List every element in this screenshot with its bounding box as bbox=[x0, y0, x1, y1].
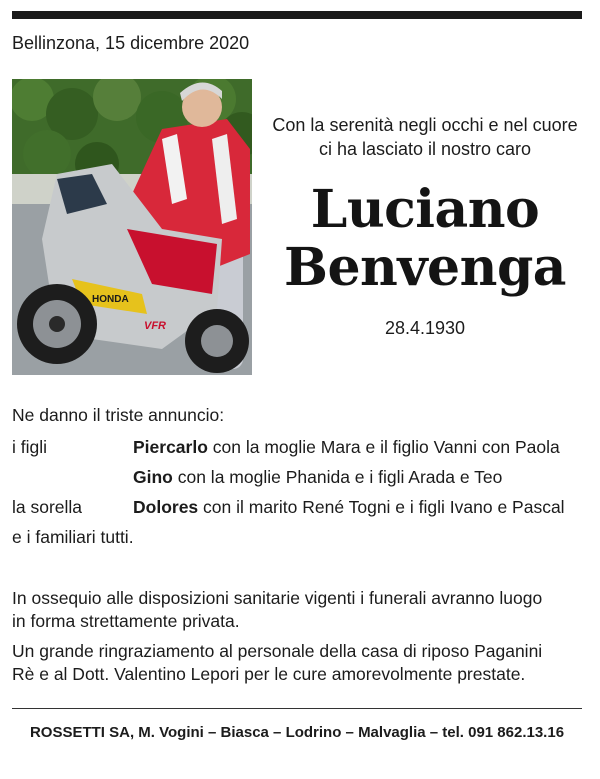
intro-line-1: Con la serenità negli occhi e nel cuore bbox=[272, 115, 578, 135]
announcement-closing: e i familiari tutti. bbox=[12, 527, 134, 547]
family-member-name: Gino bbox=[133, 467, 173, 487]
funeral-line-1: In ossequio alle disposizioni sanitarie vigenti i funerali avranno luogo bbox=[12, 588, 543, 608]
family-row bbox=[133, 467, 502, 488]
thanks-line-2: Rè e al Dott. Valentino Lepori per le cure amorevolmente prestate. bbox=[12, 664, 526, 684]
relation-label: la sorella bbox=[12, 497, 83, 517]
intro-line-2: ci ha lasciato il nostro caro bbox=[318, 139, 532, 159]
deceased-last-name: Benvenga bbox=[284, 237, 566, 298]
announcement-heading: Ne danno il triste annuncio: bbox=[12, 405, 225, 425]
intro-text bbox=[262, 113, 588, 161]
thanks-line-1: Un grande ringraziamento al personale della casa di riposo Paganini bbox=[12, 641, 543, 661]
family-member-detail: con il marito René Togni e i figli Ivano e Pascal bbox=[203, 497, 565, 517]
deceased-first-name: Luciano bbox=[310, 179, 540, 240]
birth-date: 28.4.1930 bbox=[384, 318, 466, 338]
family-member-detail: con la moglie Mara e il figlio Vanni con Paola bbox=[212, 437, 560, 457]
funeral-paragraph bbox=[12, 587, 582, 633]
relation-label: i figli bbox=[12, 437, 48, 457]
bike-brand-text: HONDA bbox=[92, 294, 129, 305]
bottom-rule bbox=[12, 708, 582, 709]
family-row bbox=[133, 497, 565, 518]
family-member-name: Piercarlo bbox=[133, 437, 208, 457]
family-member-detail: con la moglie Phanida e i figli Arada e Teo bbox=[177, 467, 503, 487]
deceased-photo bbox=[12, 79, 252, 375]
funeral-line-2: in forma strettamente privata. bbox=[12, 611, 240, 631]
funeral-home-footer: ROSSETTI SA, M. Vogini – Biasca – Lodrino – Malvaglia – tel. 091 862.13.16 bbox=[29, 724, 565, 741]
thanks-paragraph bbox=[12, 640, 582, 686]
family-row bbox=[133, 437, 560, 458]
place-date: Bellinzona, 15 dicembre 2020 bbox=[12, 33, 250, 53]
bike-model-text: VFR bbox=[144, 320, 166, 332]
top-rule bbox=[12, 11, 582, 19]
family-member-name: Dolores bbox=[133, 497, 199, 517]
